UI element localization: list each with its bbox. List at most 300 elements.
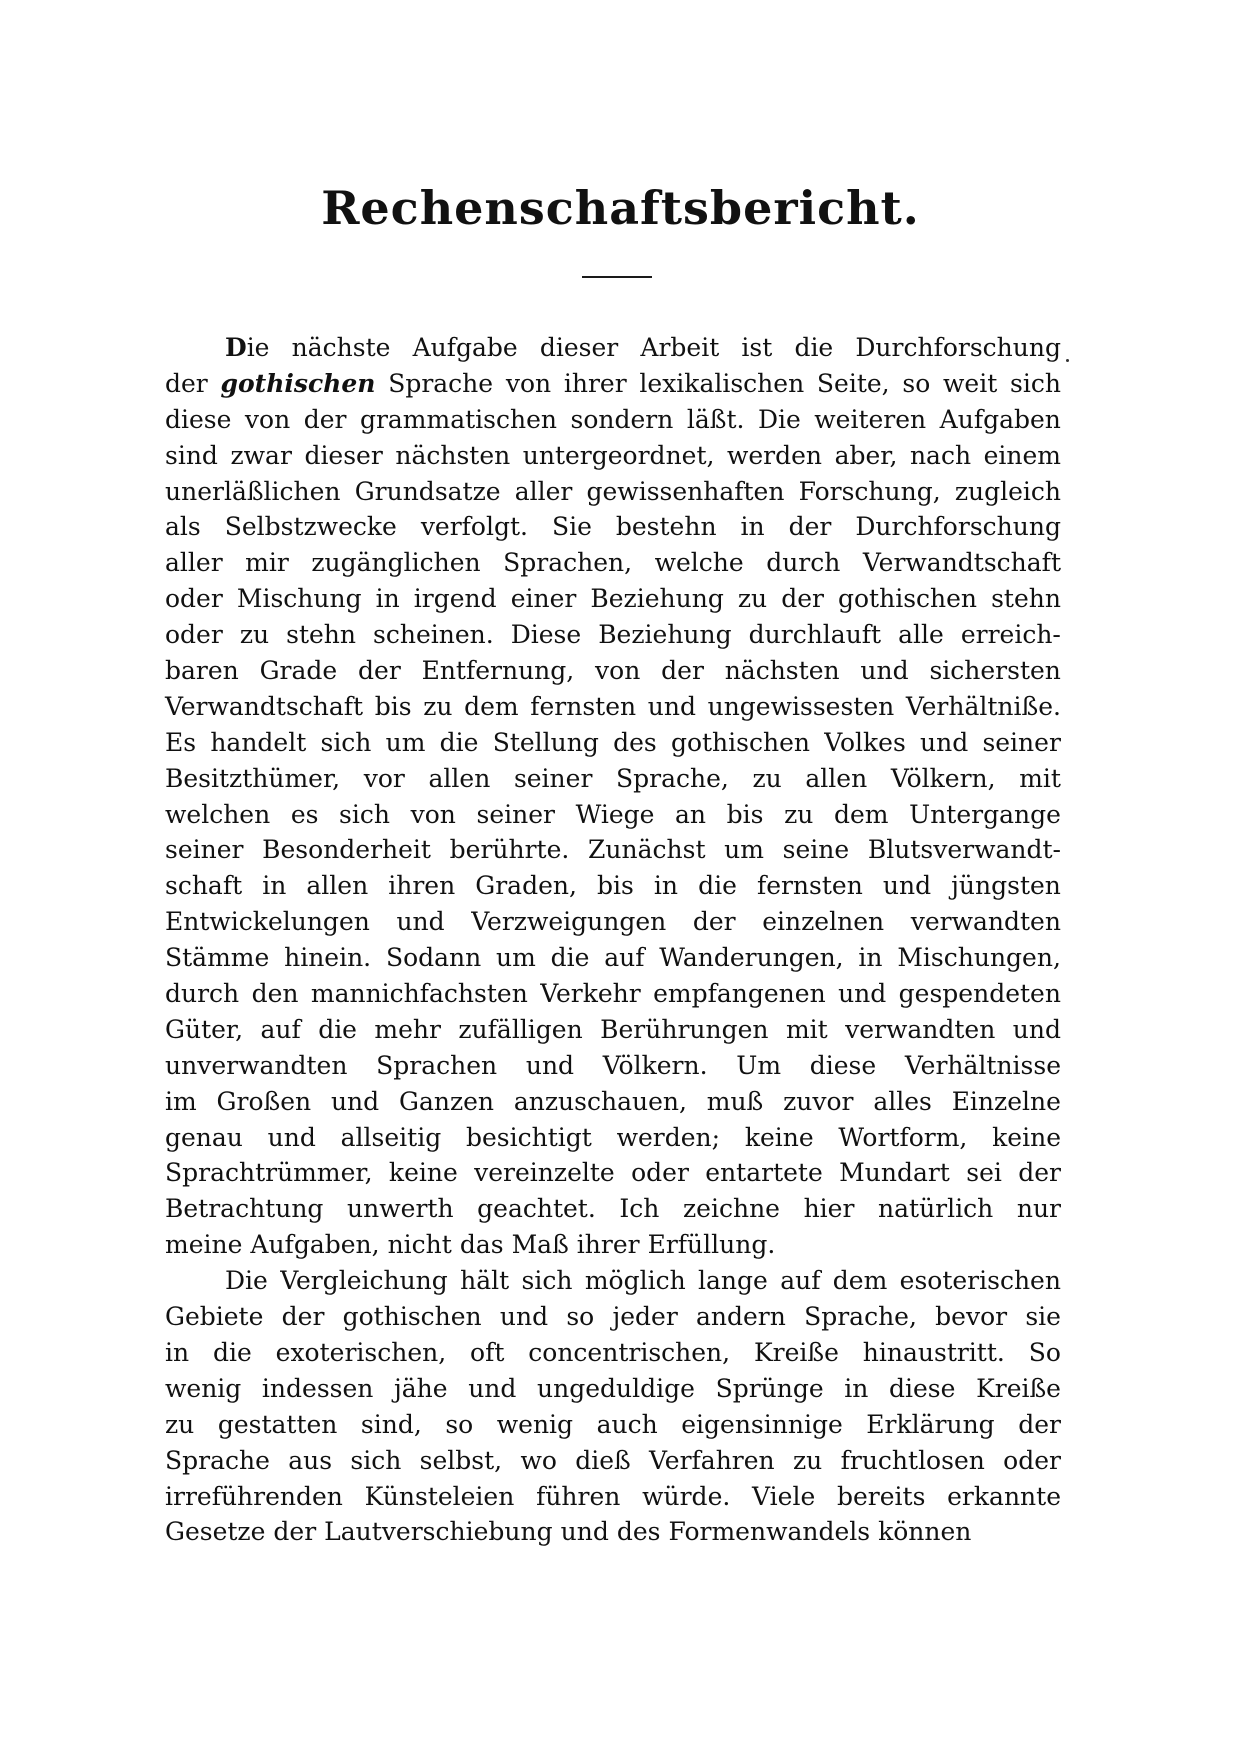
text-line (165, 438, 1061, 474)
word: durch (766, 548, 841, 578)
word: Verwandtschaft (165, 691, 364, 721)
word: Mischungen, (897, 943, 1061, 973)
word: der (781, 584, 824, 614)
word: mit (785, 1014, 828, 1044)
text-line (165, 1048, 1061, 1084)
word: hinein. (284, 943, 372, 973)
word: die (318, 1014, 357, 1044)
word: Künsteleien (364, 1481, 515, 1511)
word: zwar (230, 440, 292, 470)
word: Blutsverwandt- (867, 835, 1061, 865)
word: Mundart (839, 1158, 950, 1188)
word: gestatten (217, 1409, 338, 1439)
text-line (165, 1191, 1061, 1227)
text-line (165, 904, 1061, 940)
word: oder (165, 584, 223, 614)
word: Betrachtung (165, 1194, 324, 1224)
word: in (844, 1373, 869, 1403)
word: oder (631, 1158, 689, 1188)
text-line (165, 1299, 1061, 1335)
text-line (165, 940, 1061, 976)
text-line (165, 1371, 1061, 1407)
word: bereits (836, 1481, 926, 1511)
word: Aufgaben (939, 404, 1061, 434)
word: sondern (570, 404, 674, 434)
word: die (550, 943, 590, 973)
word: stehn (991, 584, 1061, 614)
word: Diese (510, 620, 582, 650)
word: Zunächst (588, 835, 706, 865)
text-line (165, 761, 1061, 797)
word: Aufgaben, (250, 1230, 380, 1260)
word: Gesetze (165, 1517, 266, 1547)
text-line (165, 689, 1061, 725)
word: stehn (286, 620, 356, 650)
word: Selbstzwecke (224, 512, 397, 542)
word: seiner (513, 763, 593, 793)
word: diese (809, 1050, 877, 1080)
word: Stellung (492, 727, 599, 757)
text-line (165, 1479, 1061, 1515)
word: selbst, (419, 1445, 503, 1475)
word: aus (288, 1445, 333, 1475)
word: lange (698, 1266, 768, 1296)
word: bis (726, 799, 764, 829)
word: mehr (374, 1014, 441, 1044)
text-line (165, 330, 1061, 366)
word: des (613, 727, 657, 757)
text-line (165, 1443, 1061, 1479)
word: gothischen (670, 727, 810, 757)
text-line (165, 868, 1061, 904)
word: so (445, 1409, 474, 1439)
word: Wiege (575, 799, 655, 829)
word: auf (260, 1014, 301, 1044)
word: unverwandten (165, 1050, 348, 1080)
word: Durchforschung (855, 333, 1061, 362)
text-line (165, 1514, 1061, 1550)
word: von (505, 368, 552, 398)
word: Besonderheit (262, 835, 431, 865)
word: um (496, 943, 536, 973)
word: Berührungen (600, 1014, 769, 1044)
text-line (165, 653, 1061, 689)
word: gespendeten (898, 979, 1061, 1009)
word: auch (596, 1409, 658, 1439)
word: Sprache (165, 1445, 270, 1475)
word: werden (726, 440, 823, 470)
word: Vergleichung (280, 1266, 448, 1296)
word: bevor (935, 1302, 1008, 1332)
word: bis (374, 691, 412, 721)
word: verwandten (845, 1014, 996, 1044)
word: sich (521, 1266, 573, 1296)
word: im (165, 1086, 197, 1116)
page-title: Rechenschaftsbericht. (321, 181, 920, 235)
word: aber, (834, 440, 898, 470)
word: keine (992, 1122, 1061, 1152)
title-rule (582, 276, 652, 278)
word: und (525, 1050, 575, 1080)
word: zu (165, 1409, 195, 1439)
word: allen (428, 763, 491, 793)
word: ist (741, 333, 773, 362)
word: fruchtlosen (840, 1445, 985, 1475)
word: fernsten (756, 871, 863, 901)
word: zu (737, 584, 768, 614)
word: seiner (165, 835, 244, 865)
word: entartete (705, 1158, 823, 1188)
word: Sie (551, 512, 592, 542)
word: aller (165, 548, 223, 578)
word: Gebiete (165, 1302, 264, 1332)
word: Einzelne (951, 1086, 1061, 1116)
word: an (675, 799, 707, 829)
text-line (165, 832, 1061, 868)
word: nur (1016, 1194, 1061, 1224)
word: Untergange (909, 799, 1061, 829)
word: irreführenden (165, 1481, 343, 1511)
word: Beziehung (590, 584, 724, 614)
word: Seite, (816, 368, 890, 398)
word: unerläßlichen (165, 476, 341, 506)
word: Verwandtschaft (862, 548, 1061, 578)
word: Sprache, (616, 763, 729, 793)
text-line (165, 797, 1061, 833)
word: Güter, (165, 1014, 244, 1044)
word: unwerth (347, 1194, 454, 1224)
word: von (595, 656, 641, 686)
word: vereinzelte (474, 1158, 615, 1188)
word: in (375, 584, 400, 614)
word: dieser (539, 333, 619, 362)
word: untergeordnet, (522, 440, 715, 470)
word: bestehn (615, 512, 717, 542)
word: und (560, 1517, 609, 1547)
word: sich (350, 1445, 402, 1475)
word: als (165, 512, 201, 542)
word: diese (165, 404, 232, 434)
word: jähe (394, 1373, 448, 1403)
word: nächsten (724, 656, 840, 686)
word: von (410, 799, 456, 829)
word: seiner (982, 727, 1061, 757)
word: Sprache, (804, 1302, 917, 1332)
word: und (330, 1086, 380, 1116)
print-speck (1066, 359, 1069, 362)
word: Erklärung (866, 1409, 995, 1439)
word: grammatischen (359, 404, 557, 434)
word: ihren (388, 871, 456, 901)
word: nächsten (395, 440, 511, 470)
word: in (858, 943, 883, 973)
word: Ich (619, 1194, 660, 1224)
word: zu (752, 763, 782, 793)
word: zugleich (954, 476, 1061, 506)
drop-cap: D (225, 333, 247, 362)
word: oft (470, 1337, 505, 1367)
word: concentrischen, (528, 1337, 731, 1367)
word: Forschung, (798, 476, 941, 506)
word: Sprachen (376, 1050, 498, 1080)
word: Kreiße (976, 1373, 1061, 1403)
word: nicht (387, 1230, 452, 1260)
word: Sodann (385, 943, 482, 973)
word: würde. (642, 1481, 731, 1511)
word: keine (388, 1158, 458, 1188)
text-line (165, 1120, 1061, 1156)
word: zuvor (783, 1086, 854, 1116)
word: Wortform, (838, 1122, 968, 1152)
word: zufälligen (458, 1014, 583, 1044)
word: führen (536, 1481, 621, 1511)
word: Ganzen (398, 1086, 495, 1116)
text-line (165, 976, 1061, 1012)
word: der (692, 907, 736, 937)
text-line (165, 581, 1061, 617)
word: zeichne (683, 1194, 780, 1224)
word: nächste (291, 333, 391, 362)
word: erkannte (947, 1481, 1061, 1511)
word: einzelnen (762, 907, 885, 937)
word: und (499, 1302, 549, 1332)
word: fernsten (530, 691, 637, 721)
word: alle (898, 620, 944, 650)
word: Großen (216, 1086, 312, 1116)
word: zugänglichen (311, 548, 481, 578)
word: dem (834, 799, 889, 829)
word: muß (706, 1086, 764, 1116)
word: Verhältniße. (905, 691, 1061, 721)
word: Mischung (236, 584, 362, 614)
word: meine (165, 1230, 243, 1260)
text-line (165, 1227, 1061, 1263)
word: jüngsten (951, 871, 1061, 901)
word: Entfernung, (421, 656, 575, 686)
word: es (290, 799, 319, 829)
word: und (838, 979, 887, 1009)
word: Sprünge (715, 1373, 824, 1403)
word: um (385, 727, 426, 757)
word: Graden, (475, 871, 577, 901)
word: allen (306, 871, 369, 901)
word: Völkern. (602, 1050, 708, 1080)
word: weiteren (814, 404, 927, 434)
word: natürlich (878, 1194, 994, 1224)
word: zu (423, 691, 453, 721)
word: und (1012, 1014, 1061, 1044)
word: der (1018, 1409, 1061, 1439)
word: irgend (413, 584, 497, 614)
word: ihrer (563, 368, 627, 398)
word: gothischen (838, 584, 978, 614)
word: hält (460, 1266, 510, 1296)
word: Völkern, (890, 763, 996, 793)
word: aller (514, 476, 573, 506)
word: allseitig (340, 1122, 442, 1152)
text-line (165, 1012, 1061, 1048)
word: Stämme (165, 943, 270, 973)
word: sich (1010, 368, 1061, 398)
word: Sprachtrümmer, (165, 1158, 373, 1188)
word: Aufgabe (412, 333, 518, 362)
word: läßt. (686, 404, 745, 434)
word: Entwickelungen (165, 907, 370, 937)
word: und (396, 907, 445, 937)
word: der (1018, 1158, 1061, 1188)
word: so (566, 1302, 595, 1332)
word: ihrer (576, 1230, 640, 1260)
word: durchlauft (748, 620, 882, 650)
word: die (439, 727, 479, 757)
word: welche (654, 548, 744, 578)
word: zu (239, 620, 270, 650)
word: der (165, 368, 208, 398)
word: dem (832, 1266, 888, 1296)
text-line (165, 1155, 1061, 1191)
word: Wanderungen, (659, 943, 844, 973)
word: Es (165, 727, 197, 757)
word: gothischen (220, 368, 376, 398)
word: und (882, 871, 932, 901)
word: einer (510, 584, 577, 614)
word: und (647, 691, 696, 721)
word: erreich- (960, 620, 1061, 650)
word: so (902, 368, 931, 398)
word: vor (363, 763, 405, 793)
word: auf (780, 1266, 821, 1296)
word: können (878, 1517, 972, 1547)
word: Die (225, 333, 270, 362)
word: hier (803, 1194, 855, 1224)
word: Verhältnisse (904, 1050, 1061, 1080)
word: dieser (304, 440, 383, 470)
word: einem (983, 440, 1061, 470)
word: Viele (752, 1481, 816, 1511)
word: werden; (616, 1122, 721, 1152)
word: schaft (165, 871, 243, 901)
word: Verkehr (540, 979, 641, 1009)
word: Maß (511, 1230, 569, 1260)
word: ungewissesten (707, 691, 895, 721)
word: der (303, 404, 347, 434)
word: gewissenhaften (586, 476, 785, 506)
word: sind (165, 440, 218, 470)
word: ungeduldige (537, 1373, 695, 1403)
word: anzuschauen, (513, 1086, 687, 1116)
word: und (860, 656, 909, 686)
word: wenig (165, 1373, 242, 1403)
word: weit (943, 368, 998, 398)
word: Volkes (824, 727, 906, 757)
word: Um (736, 1050, 782, 1080)
word: mannichfachsten (310, 979, 528, 1009)
text-line (165, 1335, 1061, 1371)
word: oder (165, 620, 223, 650)
word: Kreiße (753, 1337, 839, 1367)
word: in (740, 512, 765, 542)
word: möglich (584, 1266, 686, 1296)
word: sind, (360, 1409, 422, 1439)
word: seine (782, 835, 850, 865)
word: Die (225, 1266, 268, 1296)
word: von (244, 404, 291, 434)
word: jeder (612, 1302, 678, 1332)
text-line (165, 1084, 1061, 1120)
word: Besitzthümer, (165, 763, 341, 793)
word: Sprache (388, 368, 494, 398)
word: der (273, 1517, 317, 1547)
word: nach (909, 440, 972, 470)
body-text (165, 330, 1061, 1550)
word: wo (520, 1445, 557, 1475)
word: um (724, 835, 764, 865)
text-line (165, 545, 1061, 581)
word: und (267, 1122, 316, 1152)
word: exoterischen, (275, 1337, 447, 1367)
word: dem (464, 691, 519, 721)
word: der (788, 512, 832, 542)
word: wenig (496, 1409, 574, 1439)
word: andern (696, 1302, 786, 1332)
word: der (661, 656, 704, 686)
text-line (165, 366, 1061, 402)
word: alles (873, 1086, 932, 1116)
word: Sprachen, (503, 548, 633, 578)
word: handelt (210, 727, 307, 757)
word: allen (805, 763, 868, 793)
word: empfangenen (653, 979, 826, 1009)
word: Die (757, 404, 801, 434)
text-line (165, 509, 1061, 545)
word: Erfüllung. (647, 1230, 776, 1260)
word: in (262, 871, 287, 901)
word: den (251, 979, 299, 1009)
word: verfolgt. (420, 512, 528, 542)
text-line (165, 617, 1061, 653)
word: eigensinnige (681, 1409, 843, 1439)
word: Grundsatze (354, 476, 501, 506)
word: mir (245, 548, 289, 578)
word: sei (966, 1158, 1002, 1188)
word: diese (889, 1373, 956, 1403)
word: baren (165, 656, 239, 686)
word: Grade (259, 656, 338, 686)
word: genau (165, 1122, 243, 1152)
word: keine (744, 1122, 814, 1152)
word: Formenwandels (668, 1517, 871, 1547)
word: geachtet. (477, 1194, 596, 1224)
word: und (920, 727, 969, 757)
word: sichersten (929, 656, 1061, 686)
word: welchen (165, 799, 271, 829)
word: berührte. (449, 835, 570, 865)
word: in (653, 871, 679, 901)
word: sich (339, 799, 390, 829)
word: sich (320, 727, 372, 757)
word: die (794, 333, 834, 362)
word: Durchforschung (855, 512, 1061, 542)
word: bis (597, 871, 634, 901)
word: auf (604, 943, 645, 973)
text-line (165, 402, 1061, 438)
word: esoterischen (899, 1266, 1061, 1296)
word: durch (165, 979, 240, 1009)
word: zu (793, 1445, 823, 1475)
text-line (165, 1263, 1061, 1299)
word: das (459, 1230, 504, 1260)
word: die (698, 871, 737, 901)
